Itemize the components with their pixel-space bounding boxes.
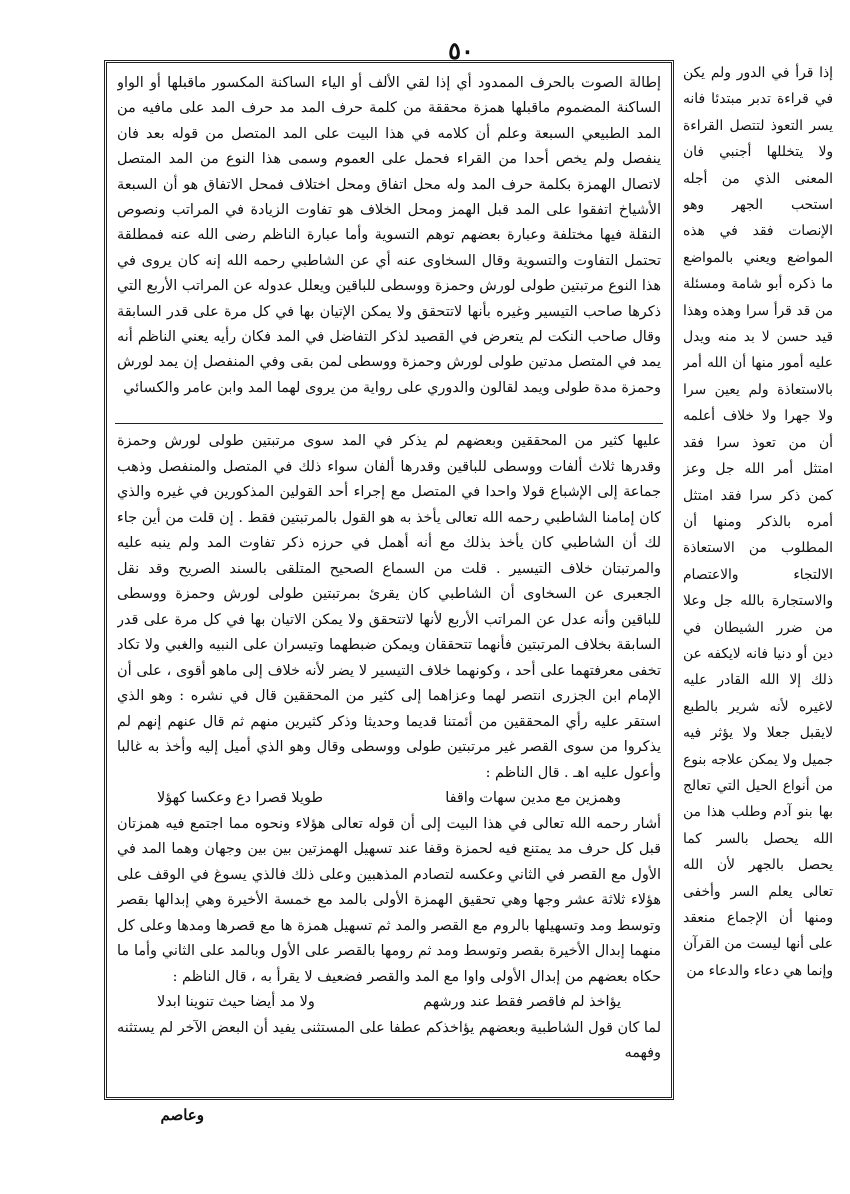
verse-1-first-half: وهمزين مع مدين سهات واقفا — [445, 790, 621, 806]
verse-2-second-half: ولا مد أيضا حيث تنوينا ابدلا — [157, 994, 315, 1010]
side-column-text: إذا قرأ في الدور ولم يكن في قراءة تدبر مبتدئا فانه يسر التعوذ لتتصل القراءة ولا يتخللها أجنبي فان المعنى الذي من أجله استحب الجهر وهو الإنصات فقد في هذه المواضع ويعني بالمواضع ما ذكره أبو شامة ومسئلة من قد قرأ سرا وهذه وهذا قيد حسن لا بد منه ويدل عليه أمور منها أن الله أمر بالاستعاذة ولم يعين سرا ولا جهرا ولا خلاف أعلمه أن من تعوذ سرا فقد امتثل أمر الله جل وعز كمن ذكر سرا فقد امتثل أمره بالذكر ومنها أن المطلوب من الاستعاذة الالتجاء والاعتصام والاستجارة بالله جل وعلا من ضرر الشيطان في دين أو دنيا فانه لايكفه عن ذلك إلا الله القادر عليه لاغيره لأنه شرير بالطبع لايقبل جعلا ولا يؤثر فيه جميل ولا يمكن علاجه بنوع من أنواع الحيل التي تعالج بها بنو آدم وطلب هذا من الله يحصل بالسر كما يحصل بالجهر لأن الله تعالى يعلم السر وأخفى ومنها أن الإجماع منعقد على أنها ليست من القرآن وإنما هي دعاء والدعاء من — [683, 65, 833, 979]
verse-line-2 — [117, 990, 661, 1016]
verse-1-second-half: طويلا قصرا دع وعكسا كهؤلا — [157, 790, 323, 806]
main-text-frame — [104, 60, 674, 1100]
upper-commentary-text: إطالة الصوت بالحرف الممدود أي إذا لقي الألف أو الياء الساكنة المكسور ماقبلها أو الواو الساكنة المضموم ماقبلها همزة محققة من كلمة حرف المد مد حرف المد على مافيه من المد الطبيعي السبعة وعلم أن كلامه في هذا البيت على المد المتصل من قوله بعد فان ينفصل ولم يخص أحدا من القراء فحمل على العموم وسمى هذا النوع من المد المتصل لاتصال الهمزة بكلمة حرف المد وله محل اتفاق ومحل اختلاف فمحل الاتفاق هو أن السبعة الأشياخ اتفقوا على المد قبل الهمز ومحل الخلاف هو تفاوت الزيادة في المراتب ونصوص النقلة فيها مختلفة وعبارة بعضهم توهم التسوية وأما عبارة الناظم رضى الله عنه فمطلقة تحتمل التفاوت والتسوية وقال السخاوى عنه أي عن الشاطبي رحمه الله إنه كان يروى في هذا النوع مرتبتين طولى لورش وحمزة ووسطى للباقين ويعلل عدوله عن المراتب الأربع التي ذكرها صاحب التيسير وغيره بأنها لاتتحقق ولا يمكن الإتيان بها في كل مرة على قدر السابقة وقال صاحب النكت لم يتعرض في القصيد لذكر التفاضل في المد فكان رأيه يعني الناظم أنه يمد في المتصل مدتين طولى لورش وحمزة ووسطى لمن بقى وفي المنفصل إن يمد لورش وحمزة مدة طولى ويمد لقالون والدوري على رواية من يروى لهما المد وابن عامر والكسائي — [117, 75, 661, 396]
footer-catchword: وعاصم — [160, 1106, 204, 1124]
lower-paragraph-2: أشار رحمه الله تعالى في هذا البيت إلى أن قوله تعالى هؤلاء ونحوه مما اجتمع فيه همزتان قبل كل حرف مد يمتنع فيه لحمزة وقفا عند تسهيل الهمزتين بين بين وجهان وهما المد في الأول مع القصر في الثاني وعكسه لتصادم المذهبين وعلى ذلك فالذي يسوغ في الوقف على هؤلاء ثلاثة عشر وجها وهي تحقيق الهمزة الأولى بالمد مع خمسة الأخيرة وهي إبدالها بقصر وتوسط ومد وتسهيلها بالروم مع القصر والمد ثم تسهيل همزة ها مع قصرها ومدها وعلى كل منهما إبدال الأخيرة بقصر وتوسط ومد ثم رومها بالقصر على الأول وبالمد على الثاني وأما ما حكاه بعضهم من إبدال الأولى واوا مع المد والقصر فضعيف لا يقرأ به ، قال الناظم : — [117, 815, 661, 985]
lower-paragraph-1: عليها كثير من المحققين وبعضهم لم يذكر في المد سوى مرتبتين طولى لورش وحمزة وقدرها ثلاث ألفات ووسطى للباقين وقدرها ألفان سواء ذلك في المتصل والمنفصل وذهب جماعة إلى الإشباع قولا واحدا في المتصل مع إجراء أحد القولين المذكورين في غيره والذي كان إمامنا الشاطبي رحمه الله تعالى يأخذ به هو القول بالمرتبتين فقط . إن قلت من أين جاء لك أن الشاطبي كان يأخذ بذلك مع أنه أهمل في حرزه ذكر تفاوت المد ولم ينبه عليه والمرتبتان خلاف التيسير . قلت من السماع الصحيح المتلقى بالسند الصريح وقد نقل الجعبرى عن السخاوى أن الشاطبي كان يقرئ بمرتبتين طولى لورش وحمزة ووسطى للباقين وأنه عدل عن المراتب الأربع لأنها لاتتحقق ولا يمكن الاتيان بها في كل مرة على قدر السابقة بخلاف المرتبتين فأنهما تتحققان ويمكن ضبطهما وتيسران على النبيه والغبي ولا تكاد تخفى معرفتهما على أحد ، وكونهما خلاف التيسير لا يضر لأنه خلاف إلى ماهو أقوى ، على أن الإمام ابن الجزرى انتصر لهما وعزاهما إلى كثير من المحققين قال في نشره : وهو الذي استقر عليه رأي المحققين من أئمتنا قديما وحديثا وذكر كثيرين منهم ثم قال عنهم إنهم لم يذكروا من سوى القصر غير مرتبتين طولى ووسطى وقال وهو الذي أميل إليه وأخذ به غالبا وأعول عليه اهـ . قال الناظم : — [117, 433, 661, 781]
lower-commentary — [117, 429, 661, 1091]
side-column — [683, 60, 833, 1090]
verse-line-1 — [117, 786, 661, 812]
verse-2-first-half: يؤاخذ لم فاقصر فقط عند ورشهم — [423, 994, 621, 1010]
closing-line: لما كان قول الشاطبية وبعضهم يؤاخذكم عطفا على المستثنى يفيد أن البعض الآخر لم يستثنه وفهمه — [117, 1019, 661, 1061]
page-number: ٥٠ — [448, 36, 474, 65]
section-divider — [115, 423, 663, 424]
upper-commentary — [117, 71, 661, 421]
